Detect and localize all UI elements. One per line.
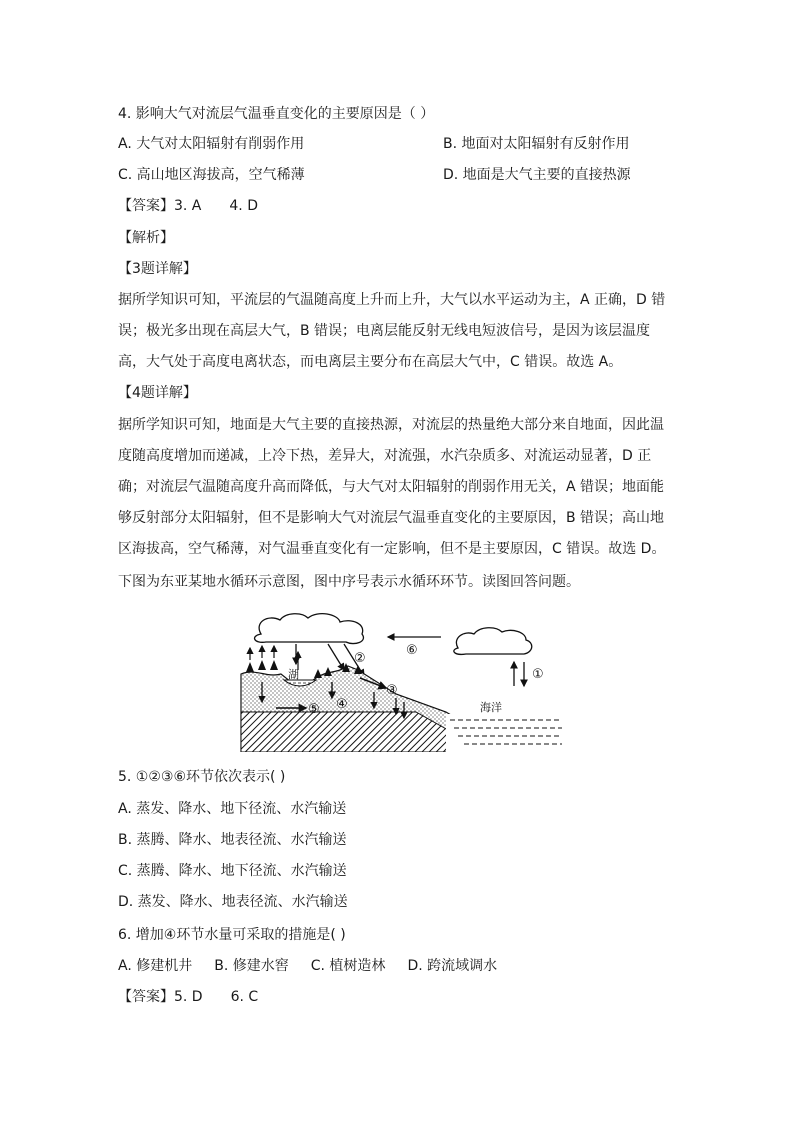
detail-4-line: 度随高度增加而递减，上冷下热，差异大，对流强，水汽杂质多、对流运动显著，D 正 <box>118 448 652 464</box>
q5-option-a: A. 蒸发、降水、地下径流、水汽输送 <box>118 801 347 817</box>
q5-stem: 5. ①②③⑥环节依次表示( ) <box>118 769 286 785</box>
label-6: ⑥ <box>406 643 418 658</box>
detail-3-line: 误；极光多出现在高层大气，B 错误；电离层能反射无线电短波信号，是因为该层温度 <box>118 323 651 339</box>
figure-intro: 下图为东亚某地水循环示意图，图中序号表示水循环环节。读图回答问题。 <box>118 574 580 590</box>
q5-option-b: B. 蒸腾、降水、地表径流、水汽输送 <box>118 832 347 848</box>
detail-4-line: 够反射部分太阳辐射，但不是影响大气对流层气温垂直变化的主要原因，B 错误；高山地 <box>118 510 665 526</box>
detail-3-line: 据所学知识可知，平流层的气温随高度上升而上升，大气以水平运动为主，A 正确，D 错 <box>118 292 666 308</box>
q4-option-a: A. 大气对太阳辐射有削弱作用 <box>118 136 305 152</box>
q6-stem: 6. 增加④环节水量可采取的措施是( ) <box>118 927 346 943</box>
answer-6: 6. C <box>230 989 259 1005</box>
water-cycle-diagram <box>236 612 566 752</box>
answer-4: 4. D <box>229 198 258 214</box>
label-1: ① <box>532 667 544 682</box>
ocean-label: 海洋 <box>480 701 502 714</box>
detail-3-line: 高，大气处于高度电离状态，而电离层主要分布在高层大气中，C 错误。故选 A。 <box>118 354 623 370</box>
answer-5: 5. D <box>174 989 203 1005</box>
label-5: ⑤ <box>308 702 320 717</box>
answer-label: 【答案】 <box>118 989 174 1005</box>
q4-option-b: B. 地面对太阳辐射有反射作用 <box>443 136 630 152</box>
ocean-cloud <box>454 628 532 655</box>
detail-4-label: 【4题详解】 <box>118 385 197 401</box>
land-cloud <box>255 614 364 644</box>
detail-4-line: 据所学知识可知，地面是大气主要的直接热源，对流层的热量绝大部分来自地面，因此温 <box>118 417 664 433</box>
water-cycle-svg <box>236 612 566 752</box>
detail-4-text <box>118 410 678 565</box>
detail-3-label: 【3题详解】 <box>118 261 197 277</box>
q6-option-a: A. 修建机井 <box>118 958 193 974</box>
detail-3-text <box>118 285 678 378</box>
answer-line-1 <box>118 196 258 216</box>
q4-stem: 4. 影响大气对流层气温垂直变化的主要原因是（ ） <box>118 106 435 122</box>
q6-option-c: C. 植树造林 <box>310 958 386 974</box>
arrow-2-precipitation <box>328 644 344 670</box>
q6-option-d: D. 跨流域调水 <box>407 958 498 974</box>
analysis-label: 【解析】 <box>118 230 174 246</box>
label-4: ④ <box>336 697 348 712</box>
lake-label: 湖 <box>288 668 299 681</box>
q6-options <box>118 956 519 976</box>
detail-4-line: 区海拔高，空气稀薄，对气温垂直变化有一定影响，但不是主要原因，C 错误。故选 D。 <box>118 541 666 557</box>
answer-label: 【答案】 <box>118 198 174 214</box>
detail-4-line: 确；对流层气温随高度升高而降低，与大气对太阳辐射的削弱作用无关，A 错误；地面能 <box>118 479 665 495</box>
label-2: ② <box>354 651 366 666</box>
label-3: ③ <box>386 683 398 698</box>
q4-option-c: C. 高山地区海拔高，空气稀薄 <box>118 167 305 183</box>
answer-3: 3. A <box>174 198 202 214</box>
q5-option-d: D. 蒸发、降水、地表径流、水汽输送 <box>118 894 348 910</box>
q5-option-c: C. 蒸腾、降水、地下径流、水汽输送 <box>118 863 347 879</box>
q4-option-d: D. 地面是大气主要的直接热源 <box>443 167 631 183</box>
q6-option-b: B. 修建水窖 <box>214 958 289 974</box>
answer-line-2 <box>118 987 258 1007</box>
